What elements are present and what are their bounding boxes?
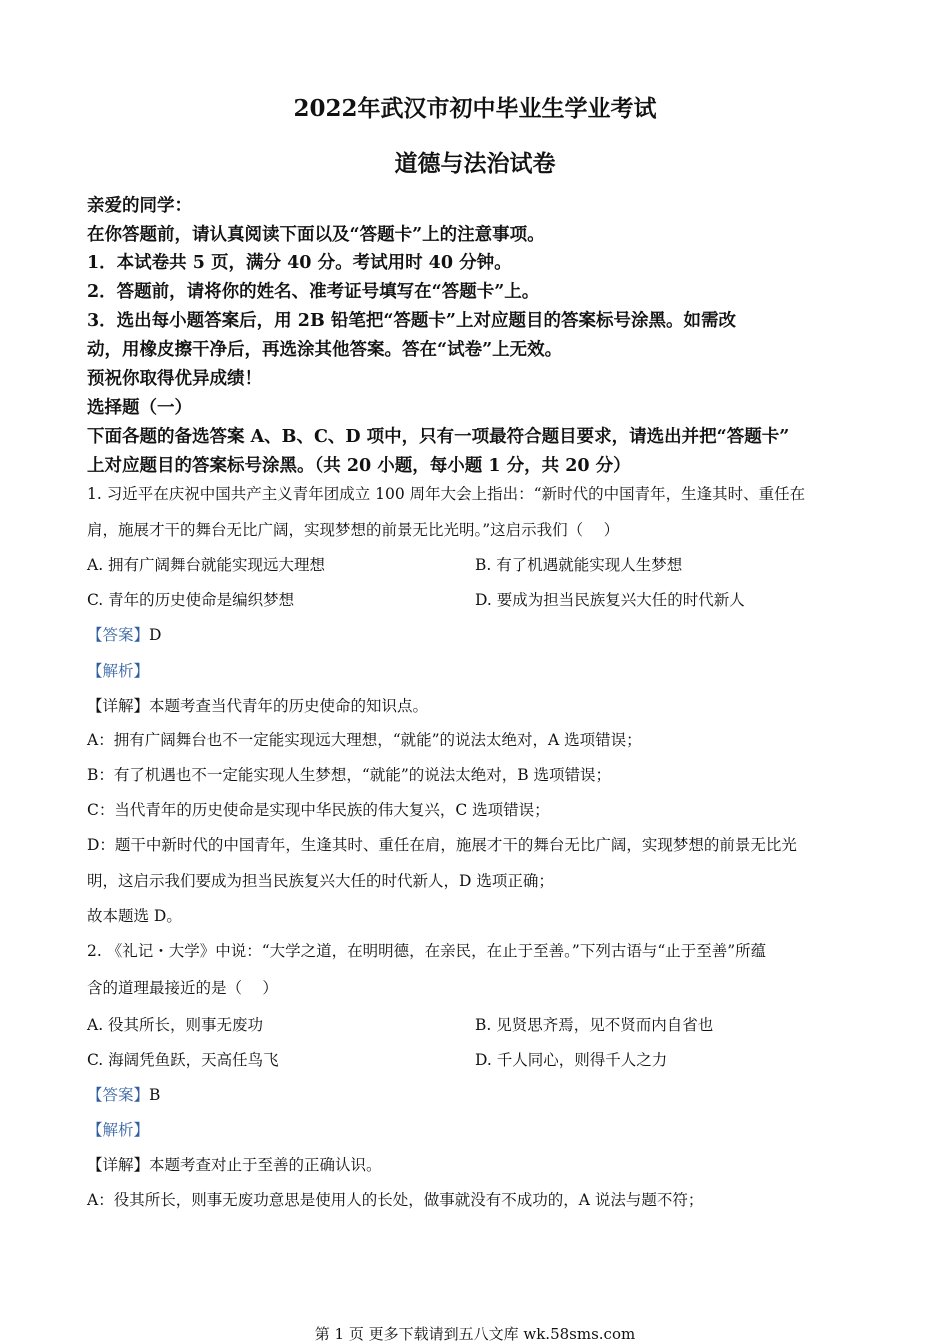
q1-stem-line-2: 肩，施展才干的舞台无比广阔，实现梦想的前景无比光明。”这启示我们（ ） <box>87 521 620 539</box>
q2-answer <box>87 1083 160 1105</box>
q2-detail: 【详解】本题考查对止于至善的正确认识。 <box>87 1156 382 1174</box>
q1-stem-line-1: 1. 习近平在庆祝中国共产主义青年团成立 100 周年大会上指出：“新时代的中国青年，生逢其时、重任在 <box>87 485 806 503</box>
q1-option-c: C. 青年的历史使命是编织梦想 <box>87 591 295 609</box>
page-footer: 第 1 页 更多下载请到五八文库 wk.58sms.com <box>314 1325 636 1343</box>
q2-explanation-a: A：役其所长，则事无废功意思是使用人的长处，做事就没有不成功的，A 说法与题不符； <box>87 1191 704 1209</box>
answer-tag: 【答案】 <box>87 1086 150 1104</box>
q1-explanation-a: A：拥有广阔舞台也不一定能实现远大理想，“就能”的说法太绝对，A 选项错误； <box>87 731 642 749</box>
q1-explanation-b: B：有了机遇也不一定能实现人生梦想，“就能”的说法太绝对，B 选项错误； <box>87 766 612 784</box>
answer-value: D <box>149 626 162 644</box>
section-heading: 选择题（一） <box>87 398 192 418</box>
q2-option-d: D. 千人同心，则得千人之力 <box>475 1051 668 1069</box>
q1-answer <box>87 623 161 645</box>
notice-item-1: 1．本试卷共 5 页，满分 40 分。考试用时 40 分钟。 <box>87 253 512 273</box>
exam-title: 2022年武汉市初中毕业生学业考试 <box>293 95 657 122</box>
answer-tag: 【答案】 <box>87 626 150 644</box>
notice-item-3-line-1: 3．选出每小题答案后，用 2B 铅笔把“答题卡”上对应题目的答案标号涂黑。如需改 <box>87 311 736 331</box>
q2-option-c: C. 海阔凭鱼跃，天高任鸟飞 <box>87 1051 279 1069</box>
notice-wish: 预祝你取得优异成绩！ <box>87 369 262 389</box>
exam-subtitle: 道德与法治试卷 <box>394 150 556 177</box>
q1-explanation-d-line-2: 明，这启示我们要成为担当民族复兴大任的时代新人，D 选项正确； <box>87 872 554 890</box>
notice-intro: 在你答题前，请认真阅读下面以及“答题卡”上的注意事项。 <box>87 225 545 245</box>
q1-detail: 【详解】本题考查当代青年的历史使命的知识点。 <box>87 697 429 715</box>
q1-option-d: D. 要成为担当民族复兴大任的时代新人 <box>475 591 745 609</box>
q2-option-b: B. 见贤思齐焉，见不贤而内自省也 <box>475 1016 714 1034</box>
q2-stem-line-1: 2. 《礼记・大学》中说：“大学之道，在明明德，在亲民，在止于至善。”下列古语与“止于至善”所蕴 <box>87 942 767 960</box>
q1-analysis-tag: 【解析】 <box>87 662 150 680</box>
notice-greeting: 亲爱的同学： <box>87 196 192 216</box>
section-instruction-line-2: 上对应题目的答案标号涂黑。（共 20 小题，每小题 1 分，共 20 分） <box>87 456 631 476</box>
q1-explanation-c: C：当代青年的历史使命是实现中华民族的伟大复兴，C 选项错误； <box>87 801 550 819</box>
q2-stem-line-2: 含的道理最接近的是（ ） <box>87 979 278 997</box>
q1-conclusion: 故本题选 D。 <box>87 907 182 925</box>
answer-value: B <box>149 1086 161 1104</box>
notice-item-3-line-2: 动，用橡皮擦干净后，再选涂其他答案。答在“试卷”上无效。 <box>87 340 563 360</box>
q1-option-b: B. 有了机遇就能实现人生梦想 <box>475 556 683 574</box>
q1-option-a: A. 拥有广阔舞台就能实现远大理想 <box>87 556 326 574</box>
q2-option-a: A. 役其所长，则事无废功 <box>87 1016 264 1034</box>
q2-analysis-tag: 【解析】 <box>87 1121 150 1139</box>
notice-item-2: 2．答题前，请将你的姓名、准考证号填写在“答题卡”上。 <box>87 282 540 302</box>
q1-explanation-d-line-1: D：题干中新时代的中国青年，生逢其时、重任在肩，施展才干的舞台无比广阔，实现梦想的前景无比光 <box>87 836 797 854</box>
section-instruction-line-1: 下面各题的备选答案 A、B、C、D 项中，只有一项最符合题目要求，请选出并把“答题卡” <box>87 427 790 447</box>
